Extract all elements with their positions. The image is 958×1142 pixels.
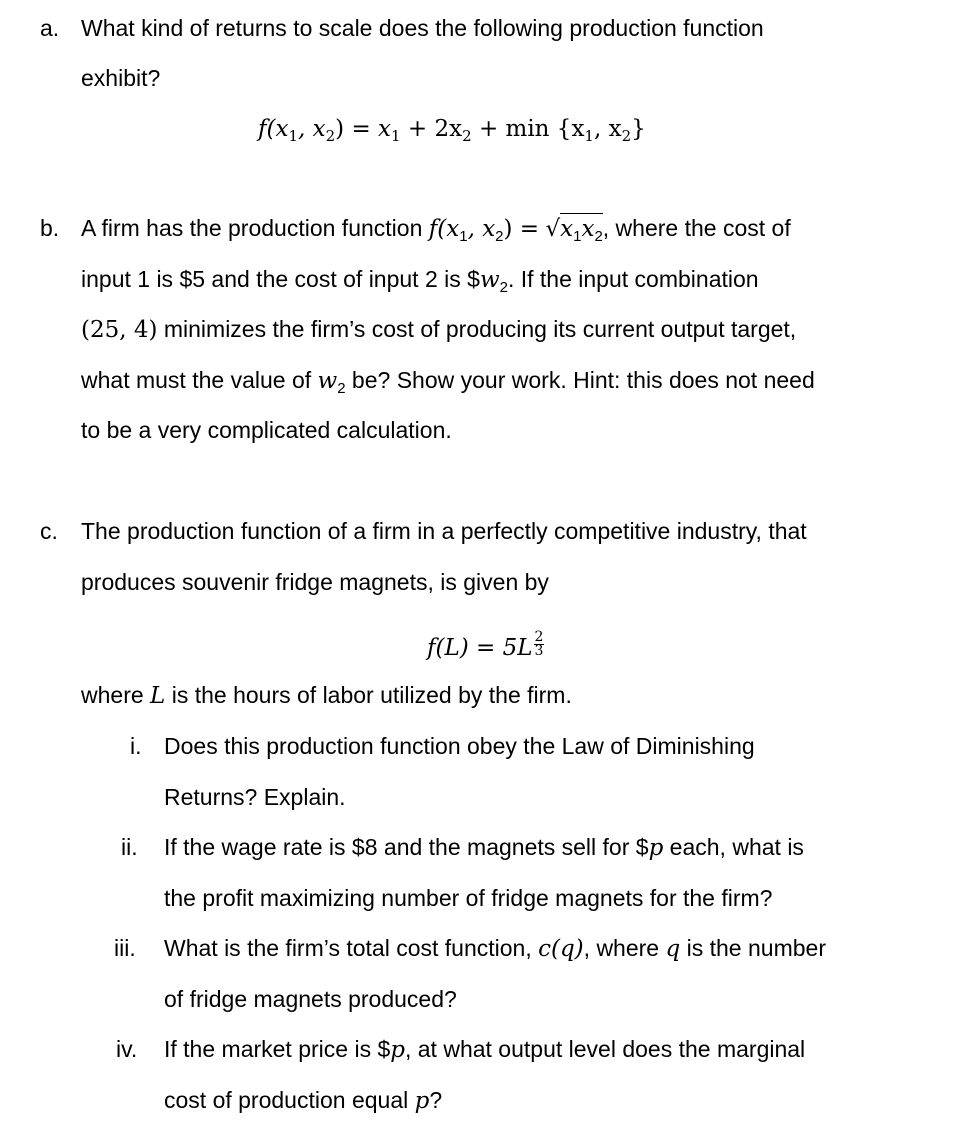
exponent-numerator: 2: [534, 629, 544, 645]
item-ii-price: p: [648, 835, 664, 861]
square-root: $√x_1x_2$: [545, 214, 602, 243]
eq-a-rhs-sub2: 2: [462, 127, 472, 145]
part-b-line-1: [81, 214, 791, 243]
part-b-line-2-text: input 1 is $5 and the cost of input 2 is $: [81, 266, 480, 292]
eq-a-sub1: 1: [288, 127, 299, 145]
item-i-line-2: Returns? Explain.: [164, 784, 346, 810]
part-b-w2-again: w: [317, 368, 338, 394]
eq-a-plus1: + 2x: [407, 116, 463, 142]
eq-a-min-close: }: [631, 116, 646, 142]
item-ii-text: If the wage rate is $8 and the magnets sell for $: [164, 834, 649, 860]
part-c-equation: [427, 631, 544, 663]
eq-a-args: (x: [266, 116, 289, 142]
quantity-variable: q: [665, 936, 681, 962]
eq-a-plus2: + min {x: [478, 116, 585, 142]
part-a-equation: [258, 114, 646, 144]
part-b-line-3-text: minimizes the firm’s cost of producing its current output target,: [157, 316, 797, 342]
sqrt-sub2: 2: [594, 228, 603, 245]
part-b-line-1-end: , where the cost of: [602, 215, 791, 241]
item-iv-line-1: [164, 1035, 805, 1064]
part-a-question-line-2: exhibit?: [81, 65, 161, 91]
eq-a-f: f: [258, 116, 267, 142]
part-a-question-line-1: What kind of returns to scale does the following production function: [81, 15, 764, 41]
part-b-close: ) =: [503, 216, 540, 242]
item-iv-line-2: [164, 1086, 442, 1115]
part-b-comma: , x: [467, 216, 496, 242]
part-c-line-3-text: where: [81, 682, 151, 708]
eq-a-min-sub2: 2: [621, 127, 632, 145]
part-c-line-3: [81, 681, 572, 710]
part-b-w2-again-sub: 2: [337, 380, 346, 397]
part-b-line-2: [81, 265, 759, 294]
item-i-line-1: Does this production function obey the Law of Diminishing: [164, 733, 755, 759]
eq-a-close: ): [335, 116, 345, 142]
part-c-line-2: produces souvenir fridge magnets, is given by: [81, 569, 549, 595]
part-b-line-4-end: be? Show your work. Hint: this does not need: [345, 367, 815, 393]
part-c-marker: c.: [40, 518, 58, 544]
item-iv-price-2: p: [414, 1088, 430, 1114]
eq-a-sub2: 2: [325, 127, 336, 145]
exponent-denominator: 3: [534, 643, 544, 659]
item-iv-question-mark: ?: [429, 1087, 443, 1113]
item-iv-price: p: [390, 1037, 405, 1063]
part-b-line-5: to be a very complicated calculation.: [81, 417, 452, 443]
sqrt-x1: x: [560, 216, 574, 242]
item-iii-marker: iii.: [114, 935, 136, 961]
item-iii-text-end: is the number: [680, 935, 826, 961]
eq-a-min-sub1: 1: [584, 127, 594, 145]
item-iv-text-end: , at what output level does the marginal: [404, 1036, 806, 1062]
part-a-marker: a.: [40, 15, 60, 41]
input-combination: (25, 4): [81, 317, 158, 343]
item-ii-line-2: the profit maximizing number of fridge magnets for the firm?: [164, 885, 773, 911]
labor-variable: L: [150, 683, 166, 709]
item-i-marker: i.: [130, 733, 142, 759]
item-iii-text: What is the firm’s total cost function,: [164, 935, 539, 961]
part-c-line-1: The production function of a firm in a perfectly competitive industry, that: [81, 518, 807, 544]
eq-c-body: (L) = 5L: [435, 635, 533, 661]
item-ii-line-1: [164, 833, 804, 862]
eq-a-min-comma: , x: [593, 116, 622, 142]
sqrt-x2: x: [581, 216, 595, 242]
part-b-line-2-end: . If the input combination: [507, 266, 759, 292]
cost-function: c(q): [538, 936, 584, 962]
part-b-line-4: [81, 366, 815, 395]
item-iv-line-2-text: cost of production equal: [164, 1087, 415, 1113]
part-c-line-3-end: is the hours of labor utilized by the firm.: [165, 682, 572, 708]
part-b-sub1: 1: [459, 228, 468, 245]
part-b-marker: b.: [40, 215, 60, 241]
eq-c-f: f: [427, 635, 436, 661]
item-iv-text: If the market price is $: [164, 1036, 391, 1062]
part-b-w2: w: [479, 267, 500, 293]
item-iv-marker: iv.: [116, 1036, 138, 1062]
part-b-sub2: 2: [495, 228, 504, 245]
part-b-args: (x: [437, 216, 460, 242]
item-iii-line-1: [164, 934, 826, 963]
exponent-fraction: [534, 631, 545, 658]
item-iii-line-2: of fridge magnets produced?: [164, 986, 457, 1012]
eq-a-rhs-x: x: [378, 116, 392, 142]
part-b-line-1-text: A firm has the production function: [81, 215, 429, 241]
part-b-line-4-text: what must the value of: [81, 367, 318, 393]
item-ii-text-end: each, what is: [663, 834, 804, 860]
part-b-f: f: [428, 216, 438, 242]
eq-a-equals: =: [351, 116, 371, 142]
item-ii-marker: ii.: [121, 834, 138, 860]
eq-a-rhs-sub1: 1: [391, 127, 401, 145]
part-b-line-3: [81, 315, 796, 344]
item-iii-mid: , where: [583, 935, 666, 961]
sqrt-sub1: 1: [573, 228, 582, 245]
part-b-w2-sub: 2: [499, 279, 508, 296]
eq-a-comma: , x: [298, 116, 326, 142]
